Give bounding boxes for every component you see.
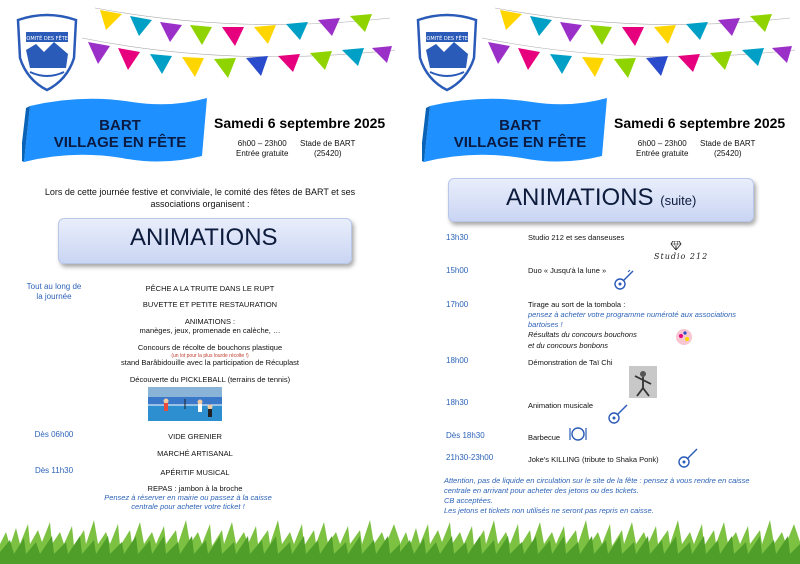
results-bonbons: et du concours bonbons bbox=[528, 341, 609, 350]
tombola-note: pensez à acheter votre programme numéroté aux associations bartoises ! bbox=[528, 310, 737, 329]
title-line2: VILLAGE EN FÊTE bbox=[53, 134, 187, 151]
animations-title: ANIMATIONS bbox=[506, 184, 654, 211]
suite-label: (suite) bbox=[660, 193, 697, 208]
item-animations-detail: manèges, jeux, promenade en calèche, … bbox=[139, 326, 281, 335]
event-postcode: (25420) bbox=[713, 149, 742, 158]
schedule-activity: Duo « Jusqu'à la lune » bbox=[528, 266, 607, 275]
time-11h30: Dès 11h30 bbox=[34, 466, 74, 475]
svg-text:COMITÉ DES FÊTES: COMITÉ DES FÊTES bbox=[22, 36, 72, 42]
tokens-note: Les jetons et tickets non utilisés ne seront pas repris en caisse. bbox=[444, 506, 654, 515]
item-concours-note: (un lot pour la plus lourde récolte !) bbox=[171, 353, 249, 359]
schedule-time: 21h30-23h00 bbox=[446, 453, 494, 462]
schedule-time: 15h00 bbox=[446, 266, 469, 275]
item-repas: REPAS : jambon à la broche bbox=[147, 484, 243, 493]
item-marche: MARCHÉ ARTISANAL bbox=[157, 449, 233, 458]
schedule-time: Dès 18h30 bbox=[446, 431, 485, 440]
flyer-page-2 bbox=[400, 0, 800, 564]
guitar-icon bbox=[606, 402, 630, 426]
time-06h00: Dès 06h00 bbox=[34, 430, 74, 439]
schedule-activity: Tirage au sort de la tombola : bbox=[528, 300, 626, 309]
pickleball-photo bbox=[148, 387, 222, 421]
guitar-icon bbox=[612, 268, 636, 292]
item-animations-head: ANIMATIONS : bbox=[184, 317, 236, 326]
title-line2: VILLAGE EN FÊTE bbox=[453, 134, 587, 151]
event-place: Stade de BART bbox=[300, 139, 356, 148]
event-place-block bbox=[700, 139, 755, 159]
event-hours-block bbox=[236, 139, 288, 159]
event-hours-block bbox=[636, 139, 688, 159]
grass-decoration bbox=[0, 514, 400, 564]
item-concours: Concours de récolte de bouchons plastique bbox=[137, 343, 283, 352]
schedule-activity: Démonstration de Taï Chi bbox=[528, 358, 613, 367]
event-place: Stade de BART bbox=[700, 139, 756, 148]
schedule-time: 13h30 bbox=[446, 233, 469, 242]
animations-title: ANIMATIONS bbox=[130, 224, 278, 251]
studio-logo: Studio 212 bbox=[654, 252, 709, 261]
item-peche: PÊCHE A LA TRUITE DANS LE RUPT bbox=[145, 284, 275, 293]
time-allday: Tout au long de la journée bbox=[26, 282, 82, 301]
logo-icon bbox=[412, 10, 482, 92]
results-bouchons: Résultats du concours bouchons bbox=[528, 330, 637, 339]
title-line1: BART bbox=[99, 117, 141, 134]
grass-decoration bbox=[400, 514, 800, 564]
svg-text:COMITÉ DES FÊTES: COMITÉ DES FÊTES bbox=[422, 36, 472, 42]
entry-info: Entrée gratuite bbox=[636, 149, 689, 158]
event-hours: 6h00 – 23h00 bbox=[237, 139, 287, 148]
schedule-time: 18h30 bbox=[446, 398, 469, 407]
event-postcode: (25420) bbox=[313, 149, 342, 158]
event-date: Samedi 6 septembre 2025 bbox=[214, 115, 386, 131]
repas-note: Pensez à réserver en mairie ou passez à la caisse centrale pour acheter votre ticket ! bbox=[104, 493, 272, 511]
event-title bbox=[40, 117, 200, 151]
animations-suite-title bbox=[506, 184, 696, 212]
schedule-activity: Studio 212 et ses danseuses bbox=[528, 233, 625, 242]
schedule-activity: Barbecue bbox=[528, 433, 561, 442]
plate-icon bbox=[568, 426, 588, 442]
guitar-icon bbox=[676, 446, 700, 470]
diamond-icon bbox=[670, 241, 682, 250]
cashless-note: Attention, pas de liquide en circulation sur le site de la fête : pensez à vous rendre en caisse centrale en arrivant pour acheter des jetons ou des tickets. bbox=[444, 476, 750, 495]
taichi-photo bbox=[629, 366, 657, 398]
item-stand: stand Barâbidouille avec la participation de Récuplast bbox=[120, 358, 300, 367]
schedule-time: 17h00 bbox=[446, 300, 469, 309]
cb-note: CB acceptées. bbox=[444, 496, 493, 505]
schedule-time: 18h00 bbox=[446, 356, 469, 365]
logo-icon bbox=[12, 10, 82, 92]
intro-text: Lors de cette journée festive et conviviale, le comité des fêtes de BART et ses associations organisent : bbox=[44, 187, 356, 209]
schedule-activity: Animation musicale bbox=[528, 401, 594, 410]
item-buvette: BUVETTE ET PETITE RESTAURATION bbox=[142, 300, 278, 309]
event-date: Samedi 6 septembre 2025 bbox=[614, 115, 786, 131]
event-title bbox=[440, 117, 600, 151]
candy-icon bbox=[672, 324, 696, 348]
schedule-activity: Joke's KILLING (tribute to Shaka Ponk) bbox=[528, 455, 659, 464]
item-pickleball: Découverte du PICKLEBALL (terrains de tennis) bbox=[129, 375, 291, 384]
item-aperitif: APÉRITIF MUSICAL bbox=[160, 468, 230, 477]
event-place-block bbox=[300, 139, 355, 159]
title-line1: BART bbox=[499, 117, 541, 134]
event-hours: 6h00 – 23h00 bbox=[637, 139, 687, 148]
entry-info: Entrée gratuite bbox=[236, 149, 289, 158]
item-vide-grenier: VIDE GRENIER bbox=[168, 432, 222, 441]
